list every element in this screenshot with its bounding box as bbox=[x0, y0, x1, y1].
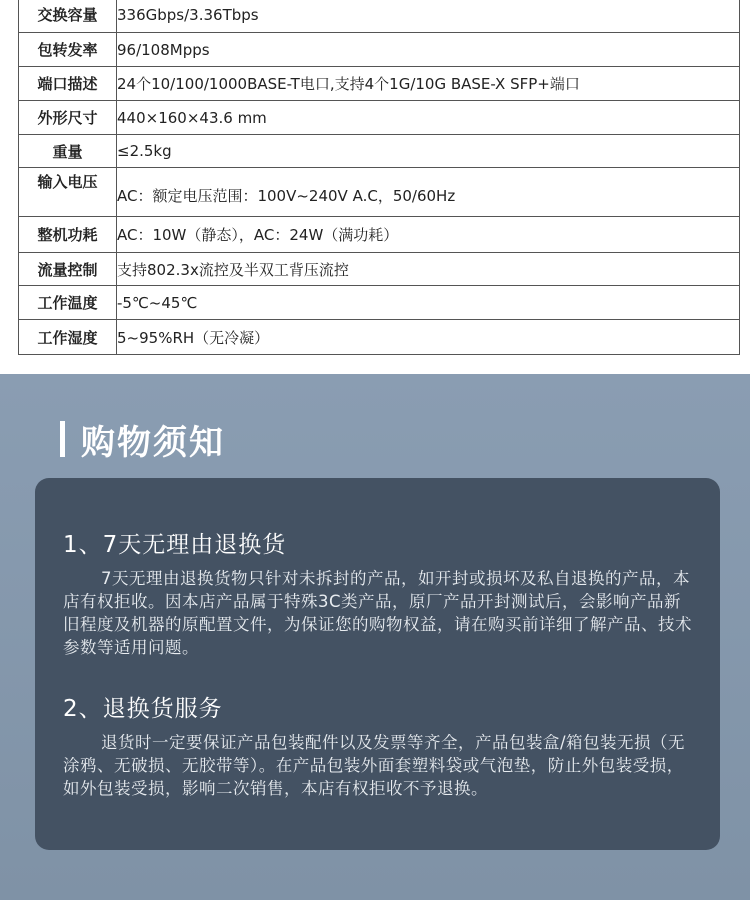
table-row bbox=[19, 168, 740, 217]
spec-table bbox=[18, 0, 740, 355]
spec-value: 96/108Mpps bbox=[117, 33, 740, 67]
table-row bbox=[19, 33, 740, 67]
spec-value: 支持802.3x流控及半双工背压流控 bbox=[117, 253, 740, 286]
spec-label: 工作温度 bbox=[19, 286, 117, 320]
spec-value: -5℃~45℃ bbox=[117, 286, 740, 320]
spec-label: 端口描述 bbox=[19, 67, 117, 101]
spec-label: 包转发率 bbox=[19, 33, 117, 67]
table-row bbox=[19, 135, 740, 168]
spec-label: 输入电压 bbox=[19, 168, 117, 217]
table-row bbox=[19, 67, 740, 101]
spec-section bbox=[0, 0, 750, 374]
spec-value: AC：额定电压范围：100V~240V A.C，50/60Hz bbox=[117, 168, 740, 217]
spec-label: 流量控制 bbox=[19, 253, 117, 286]
table-row bbox=[19, 0, 740, 33]
table-row bbox=[19, 217, 740, 253]
spec-label: 外形尺寸 bbox=[19, 101, 117, 135]
spec-label: 整机功耗 bbox=[19, 217, 117, 253]
section-body: 7天无理由退换货物只针对未拆封的产品，如开封或损坏及私自退换的产品，本店有权拒收。因本店产品属于特殊3C类产品，原厂产品开封测试后，会影响产品新旧程度及机器的原配置文件，为保证您的购物权益，请在购买前详细了解产品、技术参数等适用问题。 bbox=[63, 569, 692, 657]
section-body: 退货时一定要保证产品包装配件以及发票等齐全，产品包装盒/箱包装无损（无涂鸦、无破损、无胶带等）。在产品包装外面套塑料袋或气泡垫，防止外包装受损，如外包装受损，影响二次销售，本店有权拒收不予退换。 bbox=[63, 733, 686, 798]
spec-value: 440×160×43.6 mm bbox=[117, 101, 740, 135]
shopping-notice-section bbox=[0, 374, 750, 900]
spec-value: 5~95%RH（无冷凝） bbox=[117, 320, 740, 355]
spec-value: 24个10/100/1000BASE-T电口,支持4个1G/10G BASE-X SFP+端口 bbox=[117, 67, 740, 101]
spec-label: 交换容量 bbox=[19, 0, 117, 33]
notice-card bbox=[35, 478, 720, 850]
spec-value: AC：10W（静态），AC：24W（满功耗） bbox=[117, 217, 740, 253]
title-accent-bar bbox=[60, 421, 65, 457]
spec-label: 工作湿度 bbox=[19, 320, 117, 355]
table-row bbox=[19, 253, 740, 286]
spec-value: 336Gbps/3.36Tbps bbox=[117, 0, 740, 33]
section-title bbox=[60, 417, 225, 461]
section-title-text: 购物须知 bbox=[81, 422, 225, 463]
table-row bbox=[19, 101, 740, 135]
table-row bbox=[19, 286, 740, 320]
section-heading: 2、退换货服务 bbox=[63, 696, 223, 722]
table-row bbox=[19, 320, 740, 355]
spec-value: ≤2.5kg bbox=[117, 135, 740, 168]
spec-label: 重量 bbox=[19, 135, 117, 168]
section-heading: 1、7天无理由退换货 bbox=[63, 532, 287, 558]
